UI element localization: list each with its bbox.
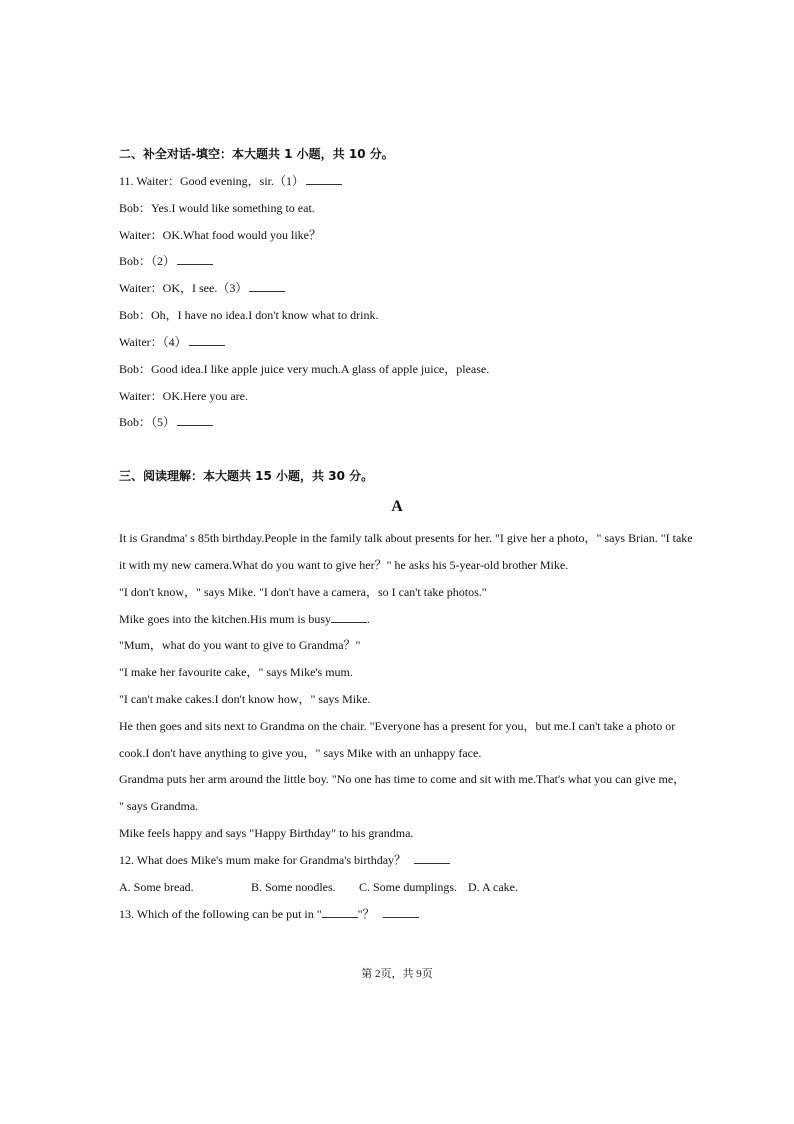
dialogue-line: Bob：（2）: [119, 253, 213, 269]
section3-heading: 三、阅读理解：本大题共 15 小题，共 30 分。: [119, 469, 374, 483]
answer-blank[interactable]: [249, 280, 285, 292]
dialogue-line: Waiter：（4）: [119, 334, 225, 350]
dialogue-line: Bob：Yes.I would like something to eat.: [119, 201, 315, 215]
passage-line: It is Grandma' s 85th birthday.People in the family talk about presents for her. "I give her a photo，" says Brian. "I take: [119, 531, 693, 545]
passage-line: "I make her favourite cake，" says Mike's mum.: [119, 665, 353, 679]
question-12-stem: 12. What does Mike's mum make for Grandma's birthday？: [119, 852, 450, 868]
answer-blank[interactable]: [177, 414, 213, 426]
passage-line: Mike feels happy and says "Happy Birthday" to his grandma.: [119, 826, 414, 840]
passage-blank-ref: [322, 906, 358, 918]
passage-blank[interactable]: [331, 611, 367, 623]
section2-heading: 二、补全对话-填空：本大题共 1 小题，共 10 分。: [119, 147, 394, 161]
dialogue-line: Bob：（5）: [119, 414, 213, 430]
question-13-stem: 13. Which of the following can be put in " "？: [119, 906, 419, 922]
passage-line: Mike goes into the kitchen.His mum is busy .: [119, 612, 370, 626]
passage-line: He then goes and sits next to Grandma on the chair. "Everyone has a present for you，but me.I can't take a photo or: [119, 719, 676, 733]
answer-blank[interactable]: [414, 852, 450, 864]
page-footer: 第 2页，共 9页: [361, 968, 433, 980]
dialogue-line: Waiter：OK.What food would you like？: [119, 228, 321, 242]
passage-line: it with my new camera.What do you want to give her？" he asks his 5-year-old brother Mike.: [119, 558, 569, 572]
passage-title: A: [391, 498, 403, 515]
passage-line: "I can't make cakes.I don't know how，" says Mike.: [119, 692, 371, 706]
dialogue-line: Waiter：OK.Here you are.: [119, 389, 248, 403]
q12-option-c[interactable]: C. Some dumplings.: [359, 880, 458, 894]
passage-line: " says Grandma.: [119, 799, 199, 813]
answer-blank[interactable]: [383, 906, 419, 918]
q12-option-d[interactable]: D. A cake.: [468, 880, 518, 894]
q12-option-b[interactable]: B. Some noodles.: [251, 880, 336, 894]
q12-option-a[interactable]: A. Some bread.: [119, 880, 194, 894]
dialogue-line: Bob：Oh，I have no idea.I don't know what to drink.: [119, 308, 379, 322]
passage-line: "Mum，what do you want to give to Grandma？": [119, 638, 361, 652]
answer-blank[interactable]: [306, 173, 342, 185]
passage-line: "I don't know，" says Mike. "I don't have a camera，so I can't take photos.": [119, 585, 487, 599]
answer-blank[interactable]: [189, 334, 225, 346]
passage-line: cook.I don't have anything to give you，" says Mike with an unhappy face.: [119, 746, 482, 760]
passage-line: Grandma puts her arm around the little boy. "No one has time to come and sit with me.That's what you can give me，: [119, 772, 686, 786]
answer-blank[interactable]: [177, 253, 213, 265]
dialogue-line: 11. Waiter：Good evening，sir.（1）: [119, 173, 342, 189]
dialogue-line: Waiter：OK，I see.（3）: [119, 280, 285, 296]
dialogue-line: Bob：Good idea.I like apple juice very much.A glass of apple juice，please.: [119, 362, 490, 376]
